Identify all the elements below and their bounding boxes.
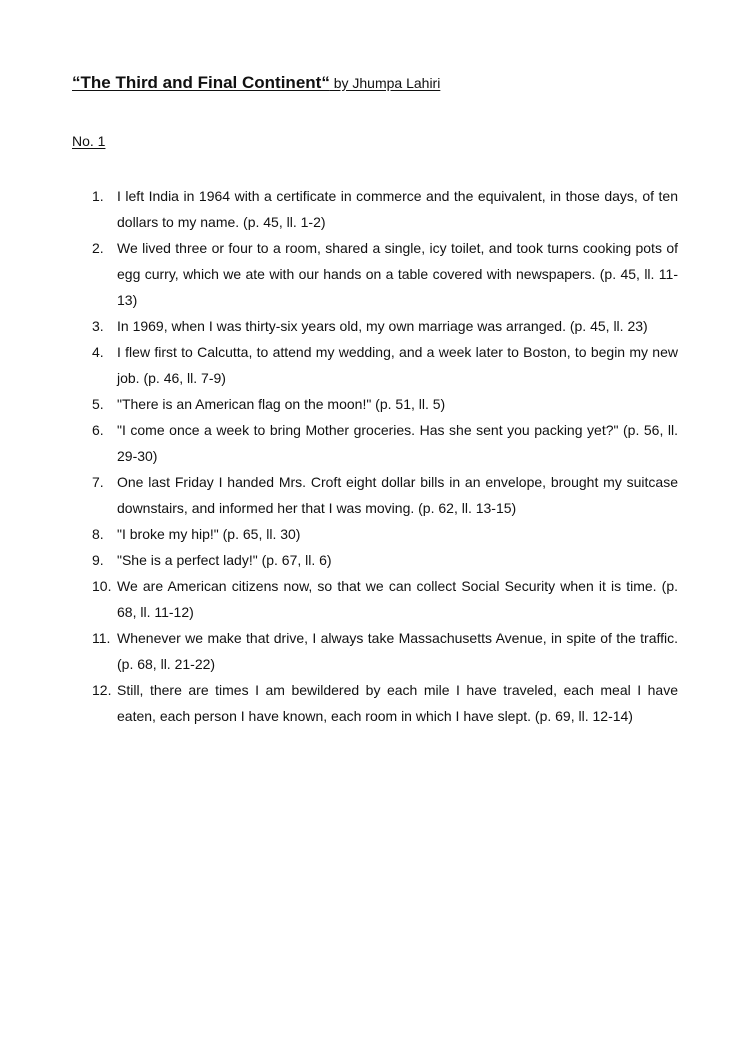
item-number: 6. <box>92 422 104 438</box>
list-item <box>92 547 678 573</box>
item-number: 8. <box>92 526 104 542</box>
item-text: I left India in 1964 with a certificate in commerce and the equivalent, in those days, of ten dollars to my name. (p. 45, ll. 1-2) <box>117 188 678 230</box>
item-text: "I broke my hip!" (p. 65, ll. 30) <box>117 526 301 542</box>
list-item <box>92 313 678 339</box>
title-main: “The Third and Final Continent“ <box>72 73 330 92</box>
document-title <box>72 72 440 94</box>
list-item <box>92 677 678 729</box>
list-item <box>92 417 678 469</box>
list-item <box>92 521 678 547</box>
list-item <box>92 391 678 417</box>
list-item <box>92 469 678 521</box>
item-number: 4. <box>92 344 104 360</box>
section-label: No. 1 <box>72 133 106 149</box>
item-number: 10. <box>92 578 112 594</box>
item-text: "I come once a week to bring Mother groceries. Has she sent you packing yet?" (p. 56, ll. 29-30) <box>117 422 678 464</box>
item-text: We are American citizens now, so that we can collect Social Security when it is time. (p. 68, ll. 11-12) <box>117 578 678 620</box>
item-text: "She is a perfect lady!" (p. 67, ll. 6) <box>117 552 332 568</box>
item-number: 2. <box>92 240 104 256</box>
quote-list <box>92 183 678 729</box>
list-item <box>92 625 678 677</box>
item-number: 7. <box>92 474 104 490</box>
item-number: 5. <box>92 396 104 412</box>
title-author: by Jhumpa Lahiri <box>329 75 441 91</box>
item-number: 9. <box>92 552 104 568</box>
item-text: In 1969, when I was thirty-six years old, my own marriage was arranged. (p. 45, ll. 23) <box>117 318 648 334</box>
item-number: 11. <box>92 630 111 646</box>
item-text: We lived three or four to a room, shared a single, icy toilet, and took turns cooking pots of egg curry, which we ate with our hands on a table covered with newspapers. (p. 45, ll. 11-13) <box>117 240 678 308</box>
item-text: One last Friday I handed Mrs. Croft eight dollar bills in an envelope, brought my suitcase downstairs, and informed her that I was moving. (p. 62, ll. 13-15) <box>117 474 678 516</box>
list-item <box>92 183 678 235</box>
item-number: 3. <box>92 318 104 334</box>
item-number: 12. <box>92 682 112 698</box>
list-item <box>92 573 678 625</box>
list-item <box>92 339 678 391</box>
item-text: "There is an American flag on the moon!" (p. 51, ll. 5) <box>117 396 446 412</box>
list-item <box>92 235 678 313</box>
item-number: 1. <box>92 188 104 204</box>
item-text: Still, there are times I am bewildered by each mile I have traveled, each meal I have eaten, each person I have known, each room in which I have slept. (p. 69, ll. 12-14) <box>117 682 678 724</box>
item-text: I flew first to Calcutta, to attend my wedding, and a week later to Boston, to begin my new job. (p. 46, ll. 7-9) <box>117 344 678 386</box>
item-text: Whenever we make that drive, I always take Massachusetts Avenue, in spite of the traffic. (p. 68, ll. 21-22) <box>117 630 678 672</box>
